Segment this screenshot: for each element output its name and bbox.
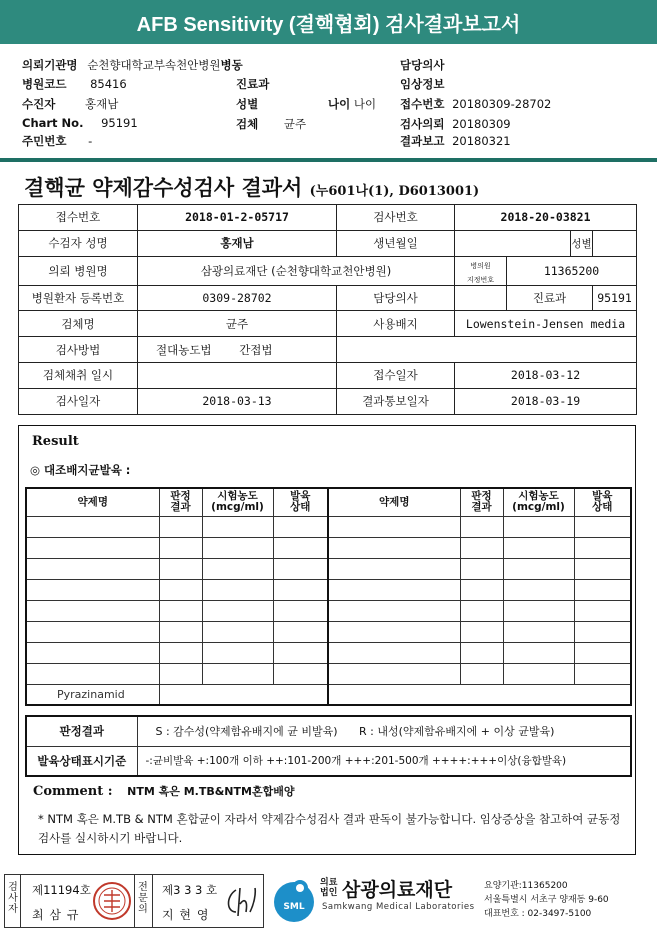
sml-logo-text: SML [283, 902, 305, 912]
drug-cell [273, 537, 328, 558]
table-row [26, 642, 631, 663]
table-row [26, 579, 631, 600]
method-label: 검사방법 [19, 337, 138, 363]
drug-cell [503, 516, 574, 537]
drug-cell [273, 558, 328, 579]
drug-cell [574, 516, 631, 537]
org-address: 서울특별시 서초구 양재동 9-60 [484, 895, 609, 905]
drug-cell [328, 663, 460, 684]
drug-cell [26, 537, 159, 558]
drug-cell [273, 579, 328, 600]
hospital-code-row: 병원코드 85416 [22, 77, 127, 91]
drug-cell [503, 558, 574, 579]
drug-table-header [26, 488, 631, 516]
drug-name-cell: Pyrazinamid [26, 684, 159, 705]
footer [0, 872, 657, 930]
sex-form-label: 성별 [571, 230, 593, 256]
receipt-no-label: 접수번호 [19, 205, 138, 231]
drug-blank-area [328, 684, 631, 705]
request-row: 검사의뢰 20180309 [400, 117, 511, 131]
drug-cell [159, 663, 202, 684]
document-title: 결핵균 약제감수성검사 결과서 (누601나(1), D6013001) [24, 175, 480, 200]
birth-value [455, 230, 571, 256]
drug-cell [503, 663, 574, 684]
drug-cell [460, 537, 503, 558]
drug-col-header: 약제명 [26, 488, 159, 516]
method-value: 절대농도법 간접법 [138, 337, 337, 363]
drug-cell [273, 516, 328, 537]
drug-table [25, 487, 632, 706]
specimen-label: 검체명 [19, 311, 138, 337]
drug-cell [503, 537, 574, 558]
test-no-label: 검사번호 [337, 205, 455, 231]
drug-cell [503, 642, 574, 663]
comment: Comment : NTM 혹은 M.TB&NTM혼합배양 [33, 784, 295, 799]
drug-cell [574, 579, 631, 600]
test-date-value: 2018-03-13 [138, 388, 337, 414]
institution-row: 의뢰기관명 순천향대학교부속천안병원병동 [22, 58, 243, 72]
drug-cell [460, 579, 503, 600]
table-row [26, 537, 631, 558]
drug-col-header: 약제명 [328, 488, 460, 516]
drug-col-header: 발육 상태 [273, 488, 328, 516]
growth-label: 발육상태표시기준 [26, 746, 137, 776]
org-small-label: 의료 법인 [320, 878, 338, 898]
drug-cell [26, 621, 159, 642]
control-growth-label: ◎ 대조배지균발육 : [30, 463, 131, 477]
drug-cell [26, 600, 159, 621]
drug-empty-cell [159, 684, 328, 705]
note-text: * NTM 혹은 M.TB & NTM 혼합균이 자라서 약제감수성검사 결과 판독이 불가능합니다. 임상증상을 참고하여 균동정검사를 실시하시기 바랍니다. [38, 812, 621, 845]
rrn-row: 주민번호 - [22, 134, 93, 148]
method-empty [337, 337, 637, 363]
collect-value [138, 362, 337, 388]
table-row [26, 663, 631, 684]
drug-cell [202, 516, 273, 537]
receipt-no-value: 2018-01-2-05717 [138, 205, 337, 231]
drug-cell [26, 579, 159, 600]
receipt-row: 접수번호 20180309-28702 [400, 97, 552, 111]
drug-cell [503, 600, 574, 621]
drug-cell [574, 642, 631, 663]
drug-cell [159, 537, 202, 558]
drug-cell [503, 621, 574, 642]
drug-cell [328, 642, 460, 663]
result-title: Result [32, 434, 79, 449]
reg-no-label: 병원환자 등록번호 [19, 285, 138, 311]
dept-label: 진료과 [236, 77, 270, 91]
judge-value: S : 감수성(약제함유배지에 균 비발육) R : 내성(약제함유배지에 + 이상 균발육) [137, 716, 631, 746]
examiner-seal-icon [92, 880, 132, 922]
medium-value: Lowenstein-Jensen media [455, 311, 637, 337]
specialist-no: 제3 3 3 호 [162, 883, 218, 897]
drug-cell [460, 663, 503, 684]
drug-cell [202, 621, 273, 642]
drug-cell [460, 600, 503, 621]
drug-cell [328, 579, 460, 600]
hospital-value: 삼광의료재단 (순천향대학교천안병원) [138, 256, 455, 285]
form-doctor-label: 담당의사 [337, 285, 455, 311]
test-date-label: 검사일자 [19, 388, 138, 414]
sex-value [593, 230, 637, 256]
drug-cell [202, 663, 273, 684]
drug-cell [159, 621, 202, 642]
chart-row: Chart No. 95191 [22, 116, 138, 130]
age-field: 나이 나이 [328, 97, 377, 111]
test-no-value: 2018-20-03821 [455, 205, 637, 231]
drug-cell [328, 600, 460, 621]
notify-value: 2018-03-19 [455, 388, 637, 414]
drug-cell [26, 516, 159, 537]
drug-cell [273, 642, 328, 663]
birth-label: 생년월일 [337, 230, 455, 256]
specimen-value: 균주 [138, 311, 337, 337]
sml-logo-icon [270, 876, 318, 924]
org-phone: 대표번호 : 02-3497-5100 [484, 909, 592, 919]
drug-cell [460, 642, 503, 663]
examiner-name: 최 삼 규 [32, 908, 80, 922]
org-english-name: Samkwang Medical Laboratories [322, 902, 475, 912]
table-row [26, 516, 631, 537]
org-code: 요양기관:11365200 [484, 881, 568, 891]
drug-cell [328, 558, 460, 579]
examiner-vert-label: 검사자 [8, 882, 18, 915]
notify-label: 결과통보일자 [337, 388, 455, 414]
drug-cell [26, 642, 159, 663]
drug-col-header: 시험농도 (mcg/ml) [202, 488, 273, 516]
drug-cell [273, 621, 328, 642]
drug-cell [460, 516, 503, 537]
drug-cell [328, 621, 460, 642]
table-row [26, 621, 631, 642]
examiner-no: 제11194호 [32, 883, 91, 897]
drug-col-header: 판정 결과 [460, 488, 503, 516]
designated-no-label: 병의원 지정번호 [455, 256, 507, 285]
clinical-info-label: 임상정보 [400, 77, 445, 91]
org-name: 삼광의료재단 [342, 879, 453, 901]
judgement-table [25, 715, 632, 777]
drug-cell [328, 537, 460, 558]
drug-cell [460, 558, 503, 579]
specimen-row: 검체 균주 [236, 117, 307, 131]
drug-cell [159, 600, 202, 621]
drug-cell [503, 579, 574, 600]
table-row [26, 684, 631, 705]
drug-cell [574, 600, 631, 621]
drug-cell [159, 579, 202, 600]
request-form-table [18, 204, 637, 415]
patient-name-value: 홍재남 [138, 230, 337, 256]
drug-cell [159, 516, 202, 537]
collect-label: 검체채취 일시 [19, 362, 138, 388]
drug-cell [460, 621, 503, 642]
doctor-label: 담당의사 [400, 58, 445, 72]
drug-cell [574, 537, 631, 558]
drug-cell [159, 642, 202, 663]
drug-cell [273, 600, 328, 621]
drug-cell [202, 600, 273, 621]
drug-cell [202, 579, 273, 600]
drug-col-header: 발육 상태 [574, 488, 631, 516]
drug-cell [273, 663, 328, 684]
drug-cell [26, 663, 159, 684]
specialist-vert-label: 전문의 [138, 882, 148, 915]
growth-value: -:균비발육 +:100개 이하 ++:101-200개 +++:201-500개 ++++:+++이상(융합발육) [137, 746, 631, 776]
report-row: 결과보고 20180321 [400, 134, 511, 148]
receipt-date-label: 접수일자 [337, 362, 455, 388]
designated-no-value: 11365200 [507, 256, 637, 285]
receipt-date-value: 2018-03-12 [455, 362, 637, 388]
drug-cell [328, 516, 460, 537]
specialist-signature-icon [222, 882, 258, 922]
drug-cell [26, 558, 159, 579]
patient-row: 수진자 홍재남 [22, 97, 119, 111]
drug-cell [574, 621, 631, 642]
drug-cell [159, 558, 202, 579]
report-header-title: AFB Sensitivity (결핵협회) 검사결과보고서 [0, 0, 657, 44]
form-dept-value: 95191 [593, 285, 637, 311]
drug-cell [574, 663, 631, 684]
medium-label: 사용배지 [337, 311, 455, 337]
sex-label: 성별 [236, 97, 259, 111]
judge-label: 판정결과 [26, 716, 137, 746]
drug-cell [202, 558, 273, 579]
patient-name-label: 수검자 성명 [19, 230, 138, 256]
table-row [26, 558, 631, 579]
hospital-label: 의뢰 병원명 [19, 256, 138, 285]
form-doctor-value [455, 285, 507, 311]
drug-col-header: 시험농도 (mcg/ml) [503, 488, 574, 516]
drug-cell [202, 642, 273, 663]
drug-cell [574, 558, 631, 579]
separator-bar [0, 158, 657, 162]
reg-no-value: 0309-28702 [138, 285, 337, 311]
drug-col-header: 판정 결과 [159, 488, 202, 516]
table-row [26, 600, 631, 621]
specialist-name: 지 현 영 [162, 908, 210, 922]
form-dept-label: 진료과 [507, 285, 593, 311]
drug-cell [202, 537, 273, 558]
